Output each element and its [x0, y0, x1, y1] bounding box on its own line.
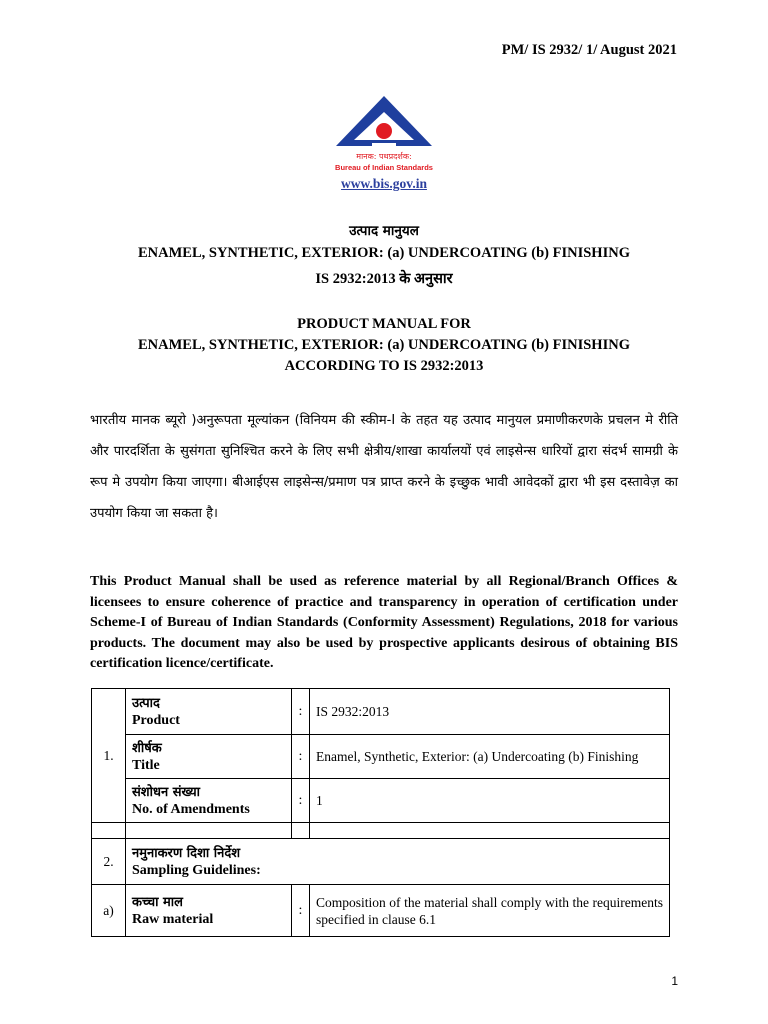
hindi-title-line-3: IS 2932:2013 के अनुसार	[315, 271, 453, 287]
english-title-line-1: PRODUCT MANUAL FOR	[297, 316, 471, 332]
english-title-line-2: ENAMEL, SYNTHETIC, EXTERIOR: (a) UNDERCOATING (b) FINISHING	[138, 337, 630, 353]
website-link[interactable]: www.bis.gov.in	[341, 176, 427, 191]
amendments-value: 1	[310, 779, 670, 823]
product-value: IS 2932:2013	[310, 689, 670, 735]
logo-hindi-text: मानक: पथप्रदर्शक:	[356, 152, 412, 161]
logo-english-text: Bureau of Indian Standards	[335, 163, 433, 172]
amendments-label	[126, 779, 292, 823]
logo-red-dot	[376, 123, 392, 139]
raw-material-label	[126, 885, 292, 937]
colon: :	[292, 689, 310, 735]
hindi-paragraph: भारतीय मानक ब्यूरो )अनुरूपता मूल्यांकन (विनियम की स्कीम-I के तहत यह उत्पाद मानुयल प्रमाणीकरणके प्रचलन मे रीति और पारदर्शिता के सुसंगता सुनिश्चित करने के लिए सभी क्षेत्रीय/शाखा कार्यालयों एवं लाइसेन्स धारियों द्वारा संदर्भ सामग्री के रूप मे उपयोग किया जाएगा। बीआईएस लाइसेन्स/प्रमाण पत्र प्राप्त करने के इच्छुक भावी आवेदकों द्वारा भी इस दस्तावेज़ का उपयोग किया जा सकता है।	[90, 413, 678, 521]
raw-material-value: Composition of the material shall comply with the requirements specified in clause 6.1	[310, 885, 670, 937]
amendments-label-english: No. of Amendments	[132, 801, 250, 817]
row-number: 1.	[92, 689, 126, 823]
table-row-title	[92, 735, 670, 779]
colon: :	[292, 735, 310, 779]
document-reference: PM/ IS 2932/ 1/ August 2021	[501, 42, 677, 58]
hindi-title-line-1: उत्पाद मानुयल	[349, 223, 419, 239]
page-number: 1	[671, 974, 678, 988]
colon: :	[292, 779, 310, 823]
row-number: 2.	[92, 839, 126, 885]
product-info-table	[91, 688, 670, 937]
title-label	[126, 735, 292, 779]
bis-logo	[334, 94, 434, 174]
raw-material-label-hindi: कच्चा माल	[132, 894, 183, 910]
table-row-product	[92, 689, 670, 735]
hindi-title-line-2: ENAMEL, SYNTHETIC, EXTERIOR: (a) UNDERCOATING (b) FINISHING	[138, 245, 630, 261]
colon: :	[292, 885, 310, 937]
table-row-empty	[92, 823, 670, 839]
table-row-raw-material	[92, 885, 670, 937]
title-value: Enamel, Synthetic, Exterior: (a) Undercoating (b) Finishing	[310, 735, 670, 779]
table-row-sampling	[92, 839, 670, 885]
product-label-hindi: उत्पाद	[132, 695, 160, 711]
sampling-guidelines-label	[126, 839, 670, 885]
product-label	[126, 689, 292, 735]
table-row-amendments	[92, 779, 670, 823]
sampling-label-hindi: नमुनाकरण दिशा निर्देश	[132, 845, 241, 861]
english-title-line-3: ACCORDING TO IS 2932:2013	[284, 358, 484, 374]
title-label-english: Title	[132, 757, 160, 773]
amendments-label-hindi: संशोधन संख्या	[132, 784, 201, 800]
row-number: a)	[92, 885, 126, 937]
title-label-hindi: शीर्षक	[132, 740, 162, 756]
raw-material-label-english: Raw material	[132, 911, 214, 927]
sampling-label-english: Sampling Guidelines:	[132, 862, 261, 878]
product-label-english: Product	[132, 712, 180, 728]
english-paragraph: This Product Manual shall be used as reference material by all Regional/Branch Offices & licensees to ensure coherence of practice and transparency in operation of certification under Scheme-I of Bureau of Indian Standards (Conformity Assessment) Regulations, 2018 for various products. The document may also be used by prospective applicants desirous of obtaining BIS certification licence/certificate.	[90, 574, 678, 671]
